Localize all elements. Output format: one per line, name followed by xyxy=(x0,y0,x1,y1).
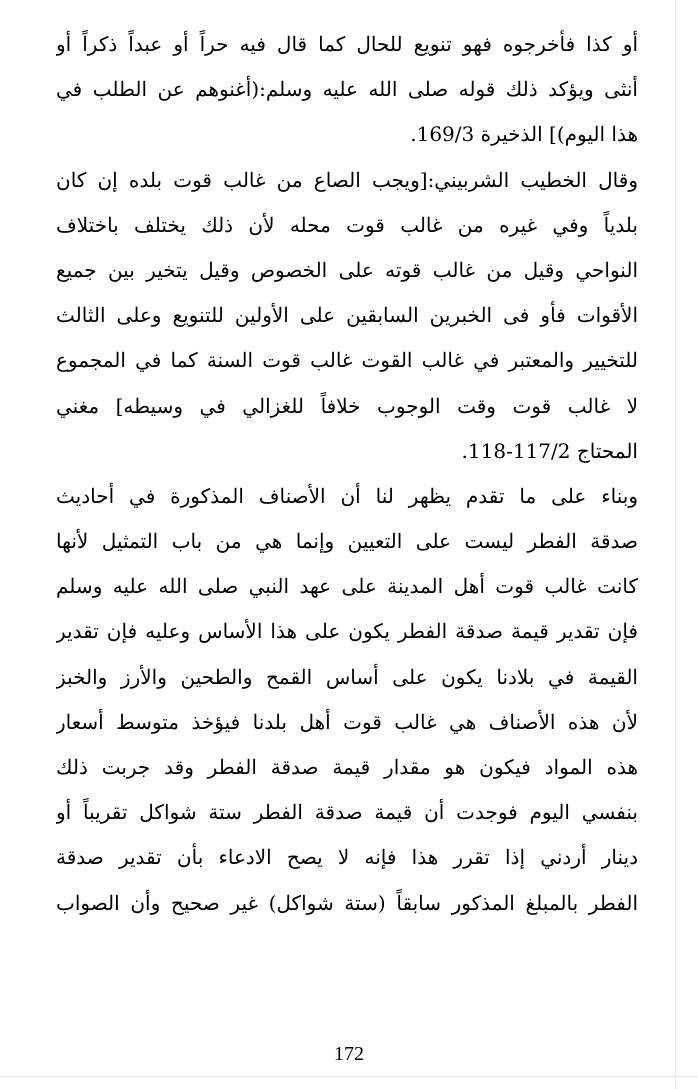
text-line-8: للتخيير والمعتبر في غالب القوت غالب قوت السنة كما في المجموع xyxy=(56,348,638,373)
text-line-10: المحتاج 117/2-118. xyxy=(461,438,638,463)
text-line-16: لأن هذه الأصناف هي غالب قوت أهل بلدنا فيؤخذ متوسط أسعار xyxy=(56,709,638,734)
text-line-17: هذه المواد فيكون هو مقدار قيمة صدقة الفطر وقد جربت ذلك xyxy=(56,755,638,779)
text-line-19: دينار أردني إذا تقرر هذا فإنه لا يصح الادعاء بأن تقدير صدقة xyxy=(56,845,638,870)
text-line-20: الفطر بالمبلغ المذكور سابقاً (ستة شواكل) غير صحيح وأن الصواب xyxy=(56,890,638,915)
text-line-4: وقال الخطيب الشربيني:[ويجب الصاع من غالب قوت بلده إن كان xyxy=(56,167,638,192)
text-line-6: النواحي وقيل من غالب قوته على الخصوص وقيل يتخير بين جميع xyxy=(56,257,638,282)
scan-bottom-line xyxy=(0,1076,698,1077)
body-text xyxy=(56,22,638,926)
text-line-2: أنثى ويؤكد ذلك قوله صلى الله عليه وسلم:(أغنوهم عن الطلب في xyxy=(56,77,638,102)
text-line-12: صدقة الفطر ليست على التعيين وإنما هي من باب التمثيل لأنها xyxy=(56,529,638,554)
text-line-9: لا غالب قوت وقت الوجوب خلافاً للغزالي في وسيطه] مغني xyxy=(56,393,638,418)
page-number: 172 xyxy=(334,1043,364,1065)
text-line-3: هذا اليوم)] الذخيرة 169/3. xyxy=(410,122,638,147)
scan-edge-line xyxy=(675,0,676,1089)
text-line-14: فإن تقدير قيمة صدقة الفطر يكون على هذا الأساس وعليه فإن تقدير xyxy=(56,619,638,644)
text-line-13: كانت غالب قوت أهل المدينة على عهد النبي صلى الله عليه وسلم xyxy=(56,574,638,599)
text-line-11: وبناء على ما تقدم يظهر لنا أن الأصناف المذكورة في أحاديث xyxy=(56,483,638,508)
text-line-5: بلدياً وفي غيره من غالب قوت محله لأن ذلك يختلف باختلاف xyxy=(56,212,638,237)
text-line-15: القيمة في بلادنا يكون على أساس القمح والطحين والأرز والخبز xyxy=(56,664,638,689)
text-line-7: الأقوات فأو فى الخبرين السابقين على الأولين للتنويع وعلى الثالث xyxy=(56,303,638,328)
text-line-18: بنفسي اليوم فوجدت أن قيمة صدقة الفطر ستة شواكل تقريباً أو xyxy=(56,800,638,825)
text-line-1: أو كذا فأخرجوه فهو تنويع للحال كما قال فيه حراً أو عبداً ذكراً أو xyxy=(56,32,638,56)
